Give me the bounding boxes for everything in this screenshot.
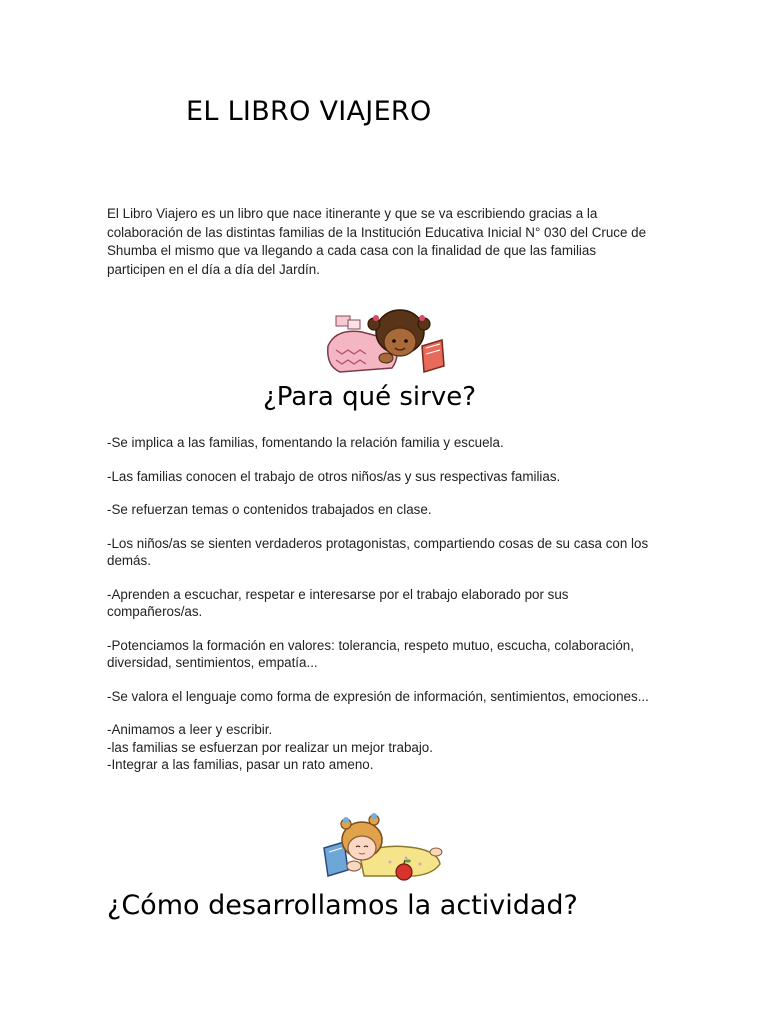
benefits-list [107, 434, 657, 774]
list-item: -Los niños/as se sienten verdaderos protagonistas, compartiendo cosas de su casa con los demás. [107, 535, 649, 568]
list-item: -Las familias conocen el trabajo de otros niños/as y sus respectivas familias. [107, 468, 561, 484]
list-item: -Integrar a las familias, pasar un rato ameno. [107, 757, 374, 772]
girl-reading-clipart [322, 306, 448, 378]
list-item: -las familias se esfuerzan por realizar un mejor trabajo. [107, 739, 433, 755]
list-item: -Se implica a las familias, fomentando la relación familia y escuela. [107, 435, 504, 450]
list-item: -Aprenden a escuchar, respetar e interesarse por el trabajo elaborado por sus compañeros/as. [107, 586, 569, 619]
heading-para-que-sirve: ¿Para qué sirve? [263, 382, 477, 412]
heading-como-desarrollamos: ¿Cómo desarrollamos la actividad? [107, 890, 578, 921]
list-item: -Animamos a leer y escribir. [107, 722, 273, 737]
list-item: -Se refuerzan temas o contenidos trabajados en clase. [107, 502, 432, 517]
intro-paragraph: El Libro Viajero es un libro que nace itinerante y que se va escribiendo gracias a la colaboración de las distintas familias de la Institución Educativa Inicial N° 030 del Cruce de Shumba el mismo que va llegando a cada casa con la finalidad de que las familias participen en el día a día del Jardín. [107, 206, 647, 277]
document-title: EL LIBRO VIAJERO [186, 96, 432, 127]
list-item: -Potenciamos la formación en valores: tolerancia, respeto mutuo, escucha, colaboración, diversidad, sentimientos, empatía... [107, 637, 634, 670]
girl-apple-clipart [320, 812, 446, 884]
list-item: -Se valora el lenguaje como forma de expresión de información, sentimientos, emociones... [107, 688, 649, 704]
